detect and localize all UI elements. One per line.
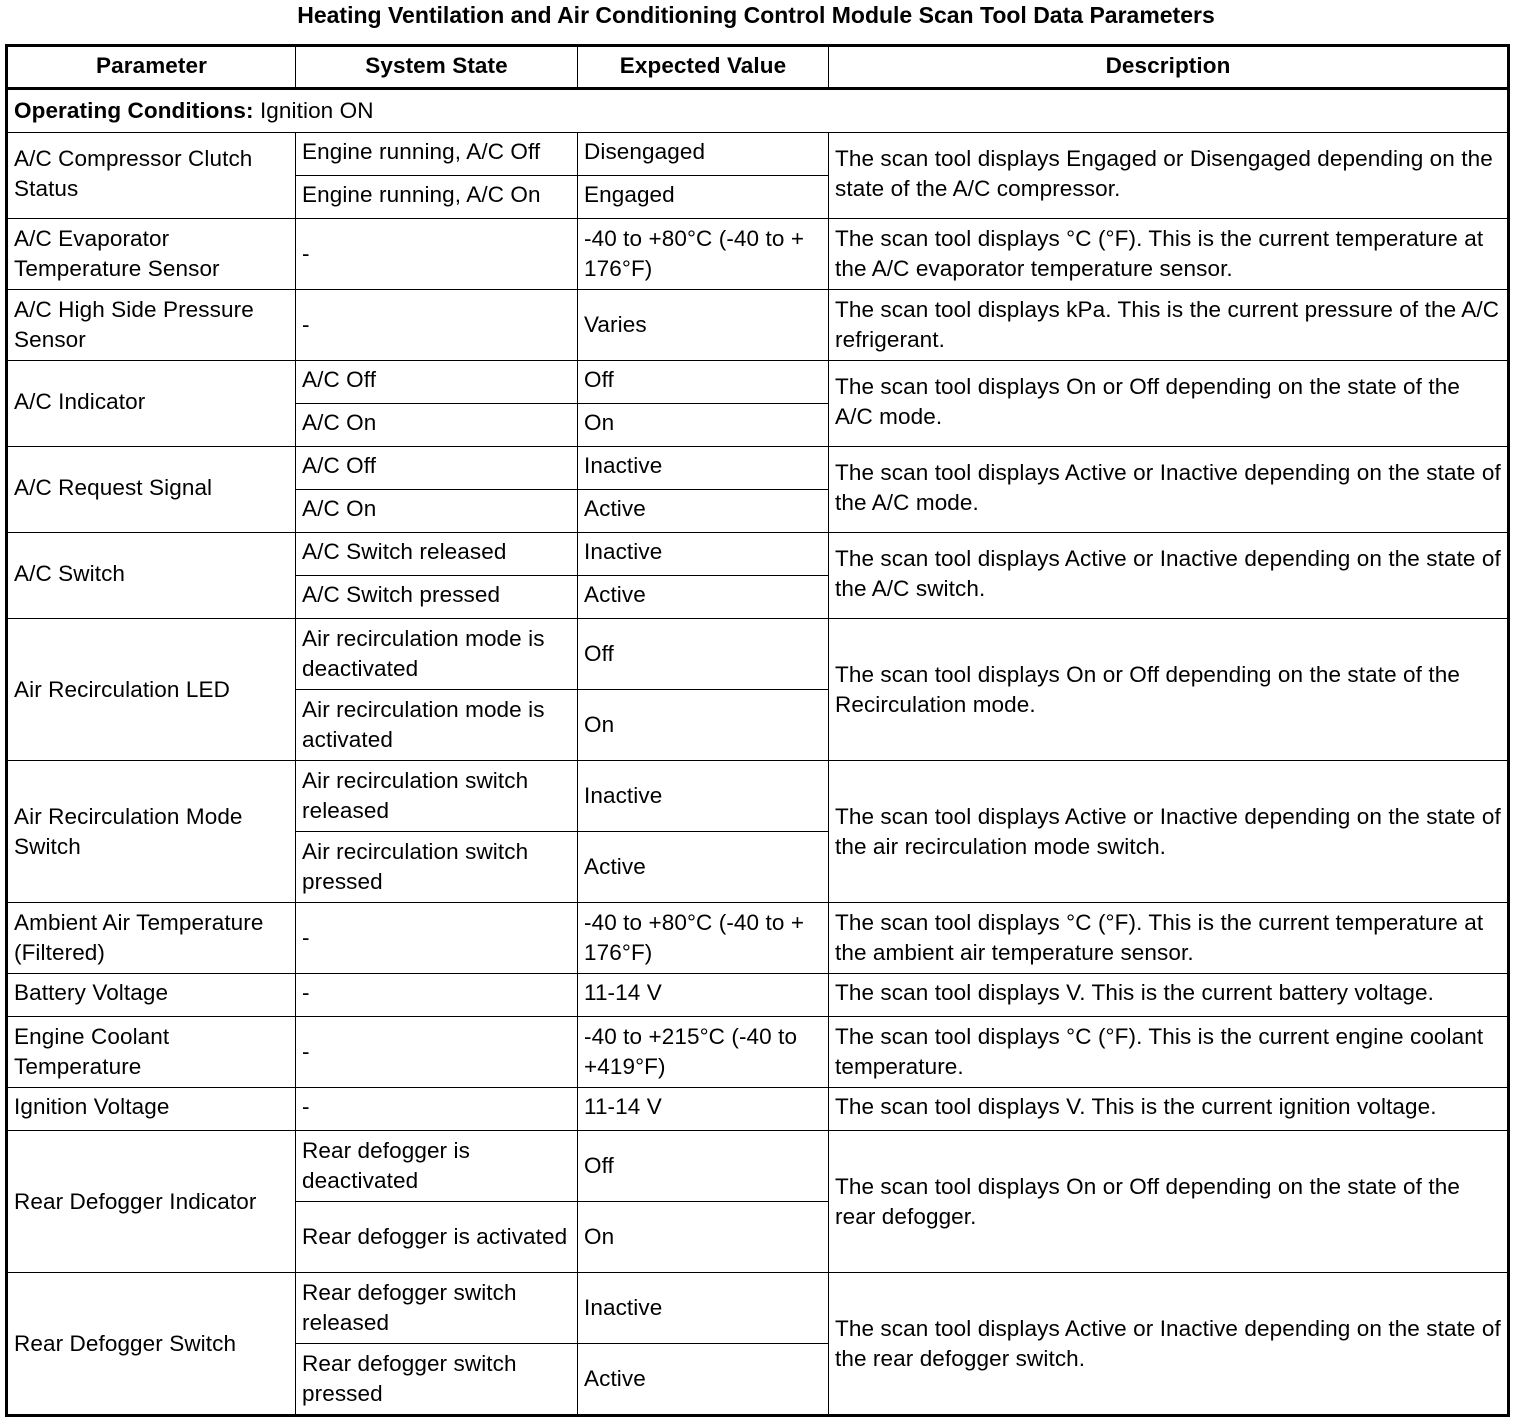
table-row (7, 1131, 1509, 1202)
table-row (7, 533, 1509, 576)
expected-value-cell: Varies (578, 290, 829, 361)
expected-value-cell: -40 to +80°C (-40 to + 176°F) (578, 903, 829, 974)
expected-value-cell: -40 to +215°C (-40 to +419°F) (578, 1017, 829, 1088)
description-cell: The scan tool displays Engaged or Disengaged depending on the state of the A/C compressor. (829, 133, 1509, 219)
system-state-cell: - (296, 290, 578, 361)
expected-value-cell: Inactive (578, 533, 829, 576)
expected-value-cell: Active (578, 490, 829, 533)
parameter-cell: A/C Compressor Clutch Status (7, 133, 296, 219)
expected-value-cell: Off (578, 619, 829, 690)
description-cell: The scan tool displays V. This is the current battery voltage. (829, 974, 1509, 1017)
table-row (7, 219, 1509, 290)
table-row (7, 447, 1509, 490)
header-row (7, 46, 1509, 89)
system-state-cell: Air recirculation mode is deactivated (296, 619, 578, 690)
description-cell: The scan tool displays °C (°F). This is the current engine coolant temperature. (829, 1017, 1509, 1088)
parameter-cell: Ignition Voltage (7, 1088, 296, 1131)
system-state-cell: Air recirculation mode is activated (296, 690, 578, 761)
system-state-cell: Rear defogger is deactivated (296, 1131, 578, 1202)
description-cell: The scan tool displays kPa. This is the current pressure of the A/C refrigerant. (829, 290, 1509, 361)
description-cell: The scan tool displays On or Off depending on the state of the rear defogger. (829, 1131, 1509, 1273)
system-state-cell: A/C Switch pressed (296, 576, 578, 619)
system-state-cell: A/C Off (296, 447, 578, 490)
page-title: Heating Ventilation and Air Conditioning Control Module Scan Tool Data Parameters (297, 2, 1215, 28)
parameter-cell: A/C Indicator (7, 361, 296, 447)
parameter-cell: A/C High Side Pressure Sensor (7, 290, 296, 361)
expected-value-cell: Inactive (578, 761, 829, 832)
system-state-cell: Air recirculation switch released (296, 761, 578, 832)
expected-value-cell: On (578, 690, 829, 761)
expected-value-cell: 11-14 V (578, 974, 829, 1017)
expected-value-cell: Engaged (578, 176, 829, 219)
system-state-cell: Engine running, A/C Off (296, 133, 578, 176)
header-parameter: Parameter (7, 46, 296, 89)
system-state-cell: A/C Switch released (296, 533, 578, 576)
parameter-cell: A/C Evaporator Temperature Sensor (7, 219, 296, 290)
operating-conditions-row (7, 89, 1509, 133)
description-cell: The scan tool displays V. This is the current ignition voltage. (829, 1088, 1509, 1131)
parameter-cell: Air Recirculation LED (7, 619, 296, 761)
parameter-cell: Rear Defogger Indicator (7, 1131, 296, 1273)
description-cell: The scan tool displays °C (°F). This is the current temperature at the ambient air temperature sensor. (829, 903, 1509, 974)
description-cell: The scan tool displays Active or Inactive depending on the state of the air recirculation mode switch. (829, 761, 1509, 903)
system-state-cell: A/C On (296, 404, 578, 447)
parameter-cell: Ambient Air Temperature (Filtered) (7, 903, 296, 974)
table-row (7, 1017, 1509, 1088)
system-state-cell: Rear defogger switch released (296, 1273, 578, 1344)
table-row (7, 761, 1509, 832)
table-row (7, 1273, 1509, 1344)
parameter-cell: A/C Switch (7, 533, 296, 619)
header-description: Description (829, 46, 1509, 89)
parameter-cell: Air Recirculation Mode Switch (7, 761, 296, 903)
table-row (7, 133, 1509, 176)
expected-value-cell: Inactive (578, 447, 829, 490)
parameter-cell: Engine Coolant Temperature (7, 1017, 296, 1088)
system-state-cell: - (296, 1017, 578, 1088)
table-row (7, 1088, 1509, 1131)
table-row (7, 290, 1509, 361)
header-expected-value: Expected Value (578, 46, 829, 89)
description-cell: The scan tool displays On or Off depending on the state of the Recirculation mode. (829, 619, 1509, 761)
expected-value-cell: Active (578, 576, 829, 619)
parameter-cell: Battery Voltage (7, 974, 296, 1017)
system-state-cell: - (296, 974, 578, 1017)
expected-value-cell: Off (578, 1131, 829, 1202)
expected-value-cell: 11-14 V (578, 1088, 829, 1131)
system-state-cell: A/C On (296, 490, 578, 533)
expected-value-cell: Active (578, 1344, 829, 1416)
system-state-cell: Air recirculation switch pressed (296, 832, 578, 903)
parameter-cell: A/C Request Signal (7, 447, 296, 533)
expected-value-cell: On (578, 1202, 829, 1273)
expected-value-cell: On (578, 404, 829, 447)
description-cell: The scan tool displays On or Off depending on the state of the A/C mode. (829, 361, 1509, 447)
expected-value-cell: Disengaged (578, 133, 829, 176)
operating-conditions-label: Operating Conditions: (14, 98, 254, 123)
system-state-cell: Engine running, A/C On (296, 176, 578, 219)
system-state-cell: Rear defogger switch pressed (296, 1344, 578, 1416)
description-cell: The scan tool displays Active or Inactive depending on the state of the A/C switch. (829, 533, 1509, 619)
system-state-cell: - (296, 903, 578, 974)
description-cell: The scan tool displays Active or Inactive depending on the state of the A/C mode. (829, 447, 1509, 533)
system-state-cell: A/C Off (296, 361, 578, 404)
expected-value-cell: Active (578, 832, 829, 903)
parameter-cell: Rear Defogger Switch (7, 1273, 296, 1416)
expected-value-cell: Inactive (578, 1273, 829, 1344)
operating-conditions (7, 89, 1509, 133)
table-row (7, 361, 1509, 404)
table-row (7, 903, 1509, 974)
system-state-cell: Rear defogger is activated (296, 1202, 578, 1273)
expected-value-cell: Off (578, 361, 829, 404)
description-cell: The scan tool displays Active or Inactive depending on the state of the rear defogger switch. (829, 1273, 1509, 1416)
scan-tool-data-table (5, 44, 1510, 1417)
table-row (7, 619, 1509, 690)
system-state-cell: - (296, 1088, 578, 1131)
operating-conditions-value: Ignition ON (253, 98, 374, 123)
description-cell: The scan tool displays °C (°F). This is the current temperature at the A/C evaporator temperature sensor. (829, 219, 1509, 290)
system-state-cell: - (296, 219, 578, 290)
expected-value-cell: -40 to +80°C (-40 to + 176°F) (578, 219, 829, 290)
header-system-state: System State (296, 46, 578, 89)
table-row (7, 974, 1509, 1017)
